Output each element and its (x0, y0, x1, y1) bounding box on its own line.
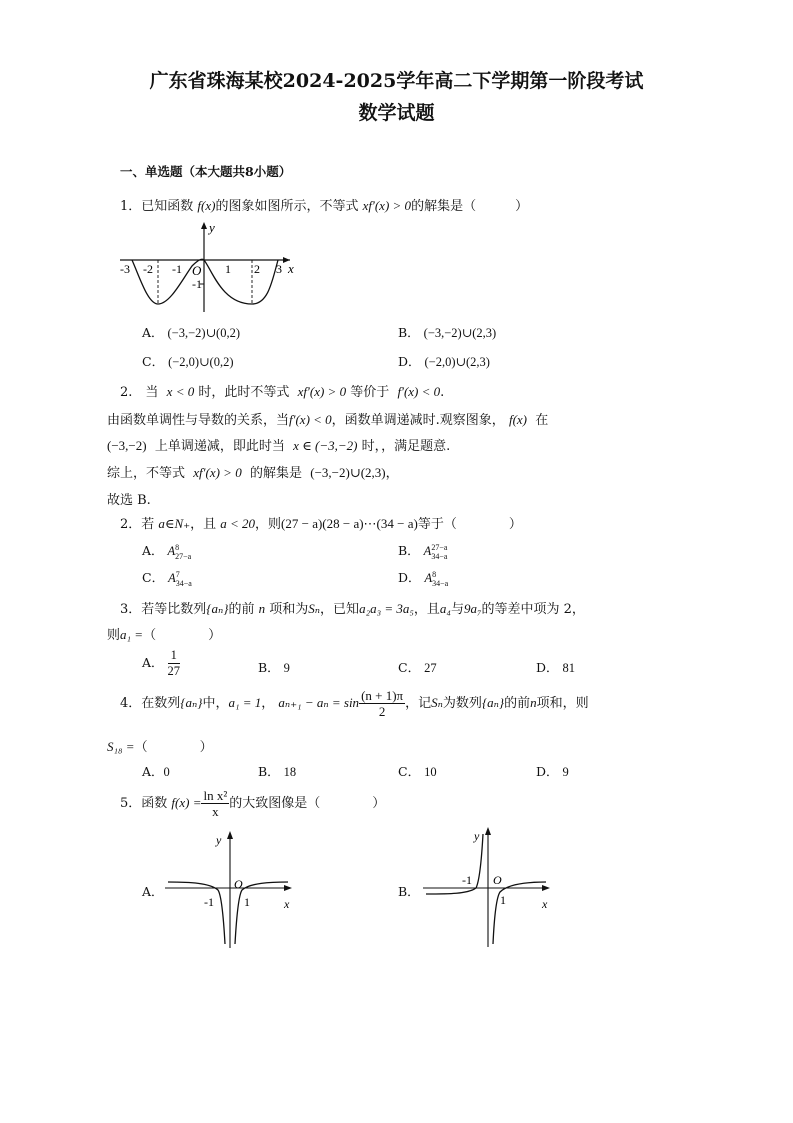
solution-line-4: 综上，不等式 xf′(x) > 0 的解集是 (−3,−2)∪(2,3)， (107, 465, 399, 481)
tick-label-neg1: -1 (172, 262, 182, 276)
axis-y-label: y (209, 220, 215, 235)
svg-text:-1: -1 (462, 873, 472, 887)
q2-option-b[interactable]: B． A 27−a 34−a (398, 542, 448, 561)
question-2-stem: 2．若 a∈N₊，且 a < 20，则(27 − a)(28 − a)⋯(34 − a)等于（ ） (120, 516, 522, 532)
solution-line-1: 2. 当 x < 0 时，此时不等式 xf′(x) > 0 等价于 f′(x) < 0. (120, 384, 445, 400)
q2-option-c[interactable]: C． A 7 34−a (142, 569, 192, 588)
q4-option-b[interactable]: B． 18 (258, 764, 297, 779)
q4-option-d[interactable]: D． 9 (536, 764, 569, 779)
section-heading: 一、单选题（本大题共8小题） (120, 164, 292, 179)
svg-text:1: 1 (244, 895, 250, 909)
q4-option-a[interactable]: A．0 (142, 764, 170, 779)
axis-x-label: x (288, 261, 294, 276)
tick-label-1: 1 (225, 262, 231, 276)
q1-option-b[interactable]: B． (−3,−2)∪(2,3) (398, 325, 497, 340)
question-5-stem: 5．函数 f(x) = $\frac{\text{ln x²}}{x}$ 的大致图像是（ ） (120, 788, 386, 819)
svg-text:x: x (284, 897, 290, 911)
solution-line-5: 故选 B. (107, 493, 151, 508)
question-3-line2: 则a₁ =（ ） (107, 627, 222, 643)
q1-option-a[interactable]: A． (−3,−2)∪(0,2) (142, 325, 240, 340)
svg-text:y: y (216, 833, 222, 847)
origin-label: O (192, 263, 202, 278)
tick-label-y-neg1: -1 (192, 277, 202, 291)
svg-text:-1: -1 (204, 895, 214, 909)
question-1-graph (112, 218, 312, 318)
q3-option-d[interactable]: D． 81 (536, 660, 576, 675)
page-title: 广东省珠海某校2024-2025学年高二下学期第一阶段考试 (149, 70, 644, 92)
tick-label-neg2: -2 (143, 262, 153, 276)
svg-text:O: O (234, 877, 243, 891)
q2-option-d[interactable]: D． A 8 34−a (398, 569, 449, 588)
q5-option-a[interactable]: A． (142, 884, 164, 899)
tick-label-2: 2 (254, 262, 260, 276)
svg-text:1: 1 (500, 893, 506, 907)
question-4-line2: S₁₈ =（ ） (107, 739, 213, 755)
tick-label-3: 3 (276, 262, 282, 276)
q3-option-c[interactable]: C． 27 (398, 660, 437, 675)
solution-line-2: 由函数单调性与导数的关系，当f′(x) < 0，函数单调递减时.观察图象， f(x) 在 (107, 412, 549, 428)
q4-option-c[interactable]: C． 10 (398, 764, 437, 779)
page-subtitle: 数学试题 (358, 102, 435, 124)
question-3-stem: 3．若等比数列{aₙ}的前 n 项和为Sₙ，已知a₂a₃ = 3a₅，且a₄与9a₇的等差中项为 2， (120, 601, 585, 617)
svg-text:x: x (542, 897, 548, 911)
question-1-stem: 1．已知函数 f(x)的图象如图所示，不等式 xf′(x) > 0的解集是（ ） (120, 198, 529, 214)
q1-option-d[interactable]: D． (−2,0)∪(2,3) (398, 354, 490, 369)
solution-line-3: (−3,−2) 上单调递减，即此时当 x ∈ (−3,−2) 时，，满足题意. (107, 438, 451, 454)
svg-text:y: y (474, 829, 480, 843)
q1-option-c[interactable]: C． (−2,0)∪(0,2) (142, 354, 234, 369)
q3-option-a[interactable]: A． $\frac{1}{27}$ (142, 648, 181, 678)
q5-graph-a (160, 826, 300, 956)
q2-option-a[interactable]: A． A 8 27−a (142, 542, 192, 561)
q3-option-b[interactable]: B． 9 (258, 660, 290, 675)
q5-graph-b (418, 822, 558, 952)
q5-option-b[interactable]: B． (398, 884, 420, 899)
question-4-stem: 4．在数列{aₙ}中，a₁ = 1， aₙ₊₁ − aₙ = sin $\frac{(n + 1)\pi}{2}$ ，记Sₙ为数列{aₙ}的前n项和，则 (120, 688, 589, 719)
svg-text:O: O (493, 873, 502, 887)
tick-label-neg3: -3 (120, 262, 130, 276)
